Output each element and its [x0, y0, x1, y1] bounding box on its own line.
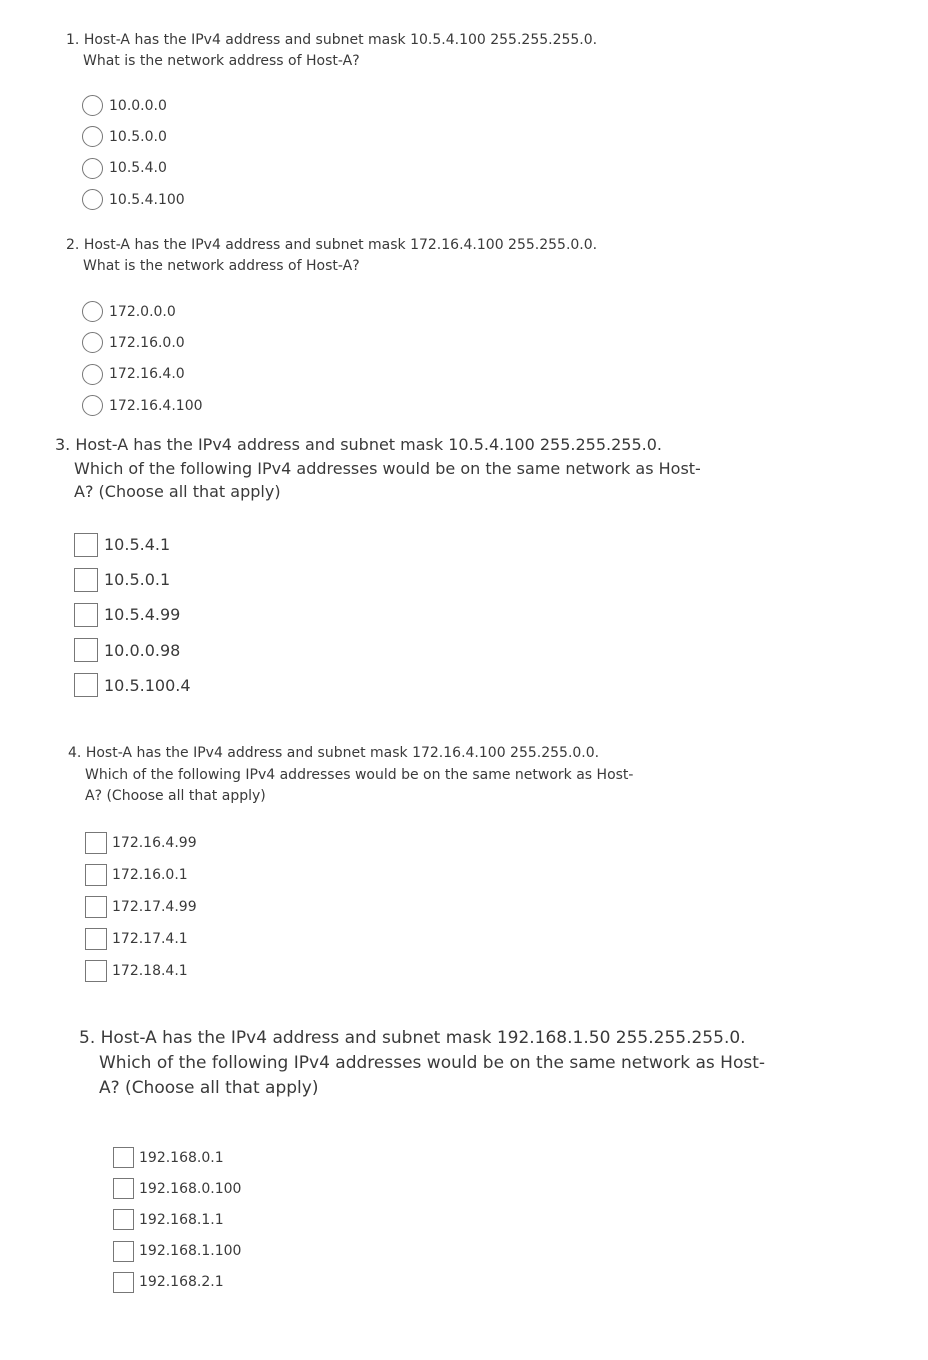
option-label: 172.17.4.1 — [112, 931, 188, 947]
checkbox[interactable] — [85, 928, 107, 950]
question-number: 5. — [79, 1028, 96, 1048]
answer-option-checkbox[interactable] — [85, 827, 197, 859]
option-label: 10.5.4.100 — [109, 191, 185, 208]
option-label: 192.168.2.1 — [139, 1274, 224, 1291]
answer-option-checkbox[interactable] — [74, 597, 191, 632]
question-3-subprompt-cont: A? (Choose all that apply) — [74, 482, 281, 501]
question-5 — [79, 1026, 765, 1101]
answer-option-checkbox[interactable] — [85, 955, 197, 987]
radio-button[interactable] — [82, 158, 103, 179]
option-label: 192.168.0.1 — [139, 1149, 224, 1166]
question-1-subprompt: What is the network address of Host-A? — [83, 53, 360, 69]
question-3-options — [74, 527, 191, 703]
answer-option-checkbox[interactable] — [74, 527, 191, 562]
answer-option-radio[interactable] — [82, 153, 185, 184]
question-text: Host-A has the IPv4 address and subnet mask 172.16.4.100 255.255.0.0. — [85, 745, 600, 761]
option-label: 172.16.0.0 — [109, 334, 185, 351]
radio-button[interactable] — [82, 364, 103, 385]
checkbox[interactable] — [113, 1178, 134, 1199]
checkbox[interactable] — [85, 832, 107, 854]
answer-option-radio[interactable] — [82, 121, 185, 152]
checkbox[interactable] — [113, 1241, 134, 1262]
question-2 — [66, 235, 597, 277]
radio-button[interactable] — [82, 395, 103, 416]
question-1-options — [82, 90, 185, 215]
option-label: 10.0.0.0 — [109, 97, 167, 114]
question-text: Host-A has the IPv4 address and subnet mask 10.5.4.100 255.255.255.0. — [75, 435, 662, 454]
question-text: Host-A has the IPv4 address and subnet mask 192.168.1.50 255.255.255.0. — [100, 1028, 746, 1048]
checkbox[interactable] — [85, 896, 107, 918]
question-number: 1. — [66, 32, 80, 48]
answer-option-checkbox[interactable] — [74, 562, 191, 597]
answer-option-radio[interactable] — [82, 296, 203, 327]
checkbox[interactable] — [74, 638, 98, 662]
question-5-prompt — [79, 1026, 765, 1051]
option-label: 172.18.4.1 — [112, 963, 188, 979]
question-4-subprompt-cont: A? (Choose all that apply) — [85, 788, 266, 804]
checkbox[interactable] — [85, 960, 107, 982]
option-label: 10.5.4.99 — [104, 605, 181, 625]
question-1 — [66, 30, 597, 72]
option-label: 10.5.0.1 — [104, 570, 171, 590]
answer-option-checkbox[interactable] — [113, 1173, 241, 1204]
radio-button[interactable] — [82, 189, 103, 210]
question-4 — [68, 743, 633, 808]
question-5-subprompt: Which of the following IPv4 addresses would be on the same network as Host- — [99, 1053, 765, 1073]
radio-button[interactable] — [82, 332, 103, 353]
question-3 — [55, 433, 701, 504]
checkbox[interactable] — [74, 568, 98, 592]
answer-option-checkbox[interactable] — [113, 1236, 241, 1267]
option-label: 192.168.0.100 — [139, 1180, 242, 1197]
answer-option-radio[interactable] — [82, 359, 203, 390]
checkbox[interactable] — [113, 1147, 134, 1168]
checkbox[interactable] — [74, 533, 98, 557]
checkbox[interactable] — [85, 864, 107, 886]
option-label: 172.0.0.0 — [109, 303, 176, 320]
question-5-options — [113, 1142, 241, 1298]
radio-button[interactable] — [82, 95, 103, 116]
question-4-options — [85, 827, 197, 987]
question-3-prompt — [55, 433, 701, 457]
answer-option-radio[interactable] — [82, 184, 185, 215]
checkbox[interactable] — [74, 603, 98, 627]
question-2-prompt — [66, 235, 597, 256]
answer-option-radio[interactable] — [82, 327, 203, 358]
question-2-options — [82, 296, 203, 421]
answer-option-checkbox[interactable] — [85, 891, 197, 923]
question-4-prompt — [68, 743, 633, 765]
option-label: 192.168.1.100 — [139, 1243, 242, 1260]
question-3-subprompt: Which of the following IPv4 addresses would be on the same network as Host- — [74, 458, 701, 478]
question-text: Host-A has the IPv4 address and subnet mask 10.5.4.100 255.255.255.0. — [83, 32, 598, 48]
question-1-prompt — [66, 30, 597, 51]
option-label: 172.16.4.100 — [109, 397, 203, 414]
option-label: 172.16.4.99 — [112, 835, 197, 851]
checkbox[interactable] — [113, 1272, 134, 1293]
option-label: 172.17.4.99 — [112, 899, 197, 915]
question-5-subprompt-cont: A? (Choose all that apply) — [99, 1078, 319, 1098]
question-number: 3. — [55, 435, 71, 454]
answer-option-checkbox[interactable] — [113, 1142, 241, 1173]
question-number: 2. — [66, 237, 80, 253]
answer-option-radio[interactable] — [82, 90, 185, 121]
answer-option-checkbox[interactable] — [74, 633, 191, 668]
option-label: 172.16.0.1 — [112, 867, 188, 883]
question-2-subprompt: What is the network address of Host-A? — [83, 258, 360, 274]
option-label: 10.0.0.98 — [104, 640, 181, 660]
answer-option-checkbox[interactable] — [74, 668, 191, 703]
checkbox[interactable] — [113, 1209, 134, 1230]
option-label: 10.5.0.0 — [109, 128, 167, 145]
option-label: 10.5.4.0 — [109, 160, 167, 177]
option-label: 10.5.4.1 — [104, 535, 171, 555]
question-text: Host-A has the IPv4 address and subnet mask 172.16.4.100 255.255.0.0. — [83, 237, 598, 253]
answer-option-checkbox[interactable] — [113, 1267, 241, 1298]
option-label: 192.168.1.1 — [139, 1211, 224, 1228]
question-4-subprompt: Which of the following IPv4 addresses would be on the same network as Host- — [85, 766, 634, 783]
option-label: 10.5.100.4 — [104, 675, 191, 695]
answer-option-checkbox[interactable] — [113, 1204, 241, 1235]
checkbox[interactable] — [74, 673, 98, 697]
question-number: 4. — [68, 745, 82, 761]
answer-option-radio[interactable] — [82, 390, 203, 421]
radio-button[interactable] — [82, 301, 103, 322]
option-label: 172.16.4.0 — [109, 366, 185, 383]
radio-button[interactable] — [82, 126, 103, 147]
answer-option-checkbox[interactable] — [85, 923, 197, 955]
answer-option-checkbox[interactable] — [85, 859, 197, 891]
